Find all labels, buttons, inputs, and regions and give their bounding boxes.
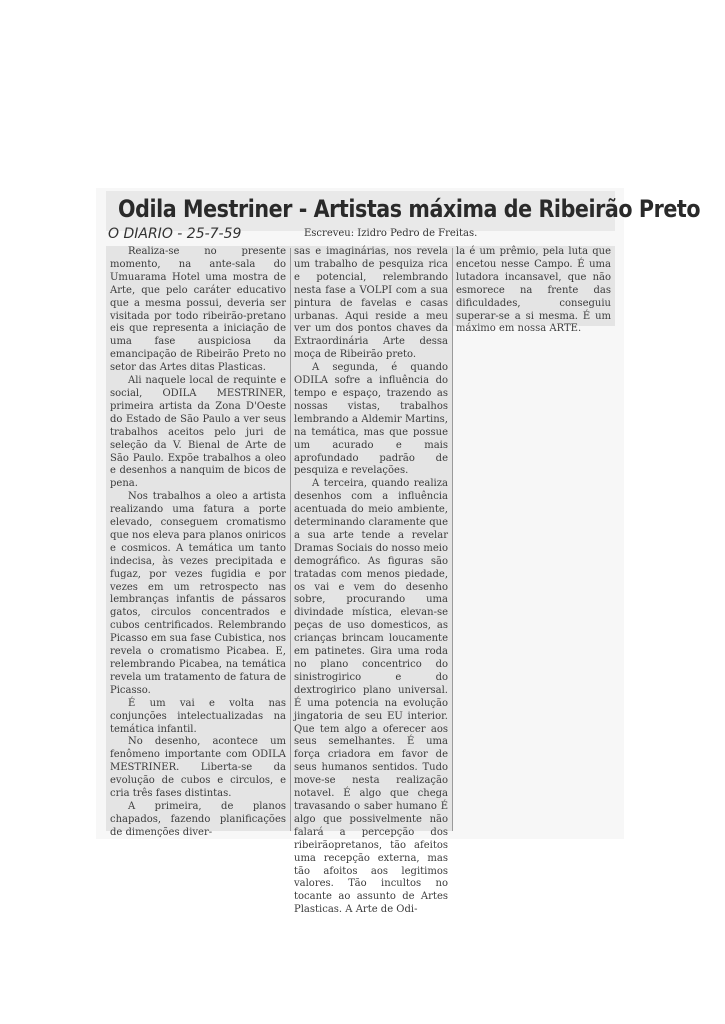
- col1-paragraph-5: No desenho, acontece um fenômeno importante com ODILA MESTRINER. Liberta-se da evolução de cubos e circulos, e cria três fases distintas.: [110, 736, 286, 800]
- article-headline: Odila Mestriner - Artistas máxima de Ribeirão Preto: [118, 195, 701, 223]
- article-column-2: [290, 246, 452, 916]
- article-column-3: [452, 246, 615, 335]
- col2-paragraph-2: A segunda, é quando ODILA sofre a influência do tempo e espaço, trazendo as nossas vistas, trabalhos lembrando a Aldemir Martins, na temática, mas que possue um acurado e mais aprofundado padrão de pesquiza e revelações.: [294, 362, 448, 477]
- col2-paragraph-3: A terceira, quando realiza desenhos com a influência acentuada do meio ambiente, determinando claramente que a sua arte tende a revelar Dramas Sociais do nosso meio demográfico. As figuras são tratadas com menos piedade, os vai e vem do desenho sobre, procurando uma divindade mística, elevan-se peças de uso domesticos, as crianças brincam loucamente em patinetes. Gira uma roda no plano concentrico do sinistrogirico e do dextrogirico plano universal. É uma potencia na evolução jingatoria de seu EU interior. Que tem algo a oferecer aos seus semelhantes. É uma força criadora em favor de seus humanos sentidos. Tudo move-se nesta realização notavel. É algo que chega travasando o saber humano É algo que possivelmente não falará a percepção dos ribeirãopretanos, tão afeitos uma recepção externa, mas tão afoitos aos legitimos valores. Tão incultos no tocante ao assunto de Artes Plasticas. A Arte de Odi-: [294, 478, 448, 916]
- column-divider-1: [290, 248, 291, 831]
- article-column-1: [106, 246, 290, 838]
- article-byline: Escreveu: Izidro Pedro de Freitas.: [304, 228, 478, 239]
- col1-paragraph-3: Nos trabalhos a oleo a artista realizando uma fatura a porte elevado, conseguem cromatismo que nos eleva para planos oniricos e cosmicos. A temática um tanto indecisa, às vezes precipitada e fugaz, por vezes fugidia e por vezes em um retrospecto nas lembranças infantis de pássaros gatos, circulos concentrados e cubos centrificados. Relembrando Picasso em sua fase Cubistica, nos revela o cromatismo Picabea. E, relembrando Picabea, na temática revela um tratamento de fatura de Picasso.: [110, 491, 286, 696]
- col2-paragraph-1: sas e imaginárias, nos revela um trabalho de pesquiza rica e potencial, relembrando nesta fase a VOLPI com a sua pintura de favelas e casas urbanas. Aqui reside a meu ver um dos pontos chaves da Extraordinária Arte dessa moça de Ribeirão preto.: [294, 246, 448, 361]
- col1-paragraph-4: É um vai e volta nas conjunções intelectualizadas na temática infantil.: [110, 697, 286, 735]
- column-divider-2: [452, 248, 453, 831]
- handwritten-date-note: O DIARIO - 25-7-59: [108, 226, 242, 242]
- col1-paragraph-1: Realiza-se no presente momento, na ante-sala do Umuarama Hotel uma mostra de Arte, que pelo caráter educativo que a mesma possui, deveria ser visitada por todo ribeirão-pretano eis que representa a iniciação de uma fase auspiciosa da emancipação de Ribeirão Preto no setor das Artes ditas Plasticas.: [110, 246, 286, 374]
- col3-paragraph-1: la é um prêmio, pela luta que encetou nesse Campo. É uma lutadora incansavel, que não esmorece na frente das dificuldades, conseguiu superar-se a si mesma. É um máximo em nossa ARTE.: [456, 246, 611, 335]
- col1-paragraph-2: Ali naquele local de requinte e social, ODILA MESTRINER, primeira artista da Zona D'Oeste do Estado de São Paulo a ver seus trabalhos aceitos pelo juri de seleção da V. Bienal de Arte de São Paulo. Expõe trabalhos a oleo e desenhos a nanquim de bicos de pena.: [110, 375, 286, 490]
- col1-paragraph-6: A primeira, de planos chapados, fazendo planificações de dimenções diver-: [110, 800, 286, 838]
